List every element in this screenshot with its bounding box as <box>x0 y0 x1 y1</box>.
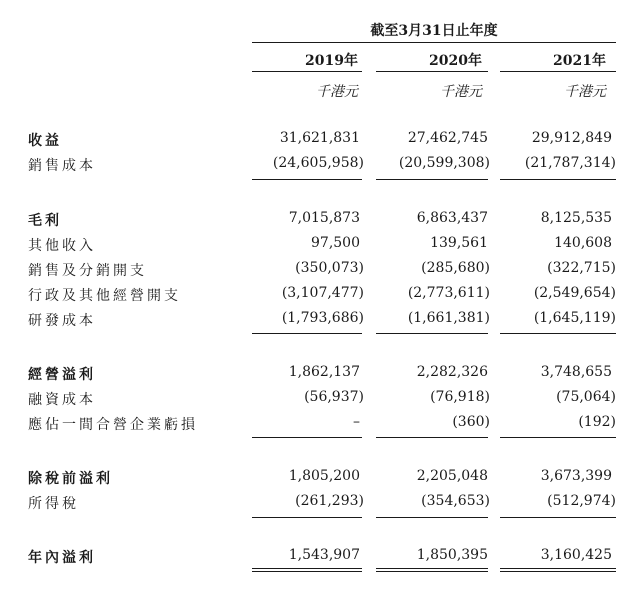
cell-other-income-2020: 139,561 <box>430 235 488 251</box>
cell-operating-profit-2019: 1,862,137 <box>288 364 360 380</box>
subtotal-line-2019-b <box>252 333 362 334</box>
period-underline <box>252 42 616 43</box>
row-label-jv-loss: 應佔一間合營企業虧損 <box>28 417 198 433</box>
cell-operating-profit-2020: 2,282,326 <box>416 364 488 380</box>
total-line-2019-bottom <box>252 571 362 572</box>
cell-income-tax-2021: (512,974) <box>547 493 616 509</box>
cell-finance-costs-2020: (76,918) <box>430 389 490 405</box>
subtotal-line-2019-a <box>252 179 362 180</box>
period-header: 截至3月31日止年度 <box>370 23 498 39</box>
cell-selling-expenses-2021: (322,715) <box>547 260 616 276</box>
row-label-operating-profit: 經營溢利 <box>28 367 96 383</box>
unit-label-2019: 千港元 <box>316 84 358 100</box>
year-underline-2020 <box>376 71 488 72</box>
total-line-2021-top <box>500 568 616 569</box>
cell-income-tax-2020: (354,653) <box>421 493 490 509</box>
row-label-gross-profit: 毛利 <box>28 213 62 229</box>
cell-revenue-2021: 29,912,849 <box>531 130 612 146</box>
cell-admin-expenses-2020: (2,773,611) <box>407 285 490 301</box>
row-label-admin-expenses: 行政及其他經營開支 <box>28 288 181 304</box>
cell-selling-expenses-2019: (350,073) <box>295 260 364 276</box>
subtotal-line-2019-c <box>252 437 362 438</box>
cell-jv-loss-2021: (192) <box>578 414 616 430</box>
row-label-cost-of-sales: 銷售成本 <box>28 158 96 174</box>
cell-rnd-costs-2020: (1,661,381) <box>407 310 490 326</box>
row-label-profit-for-year: 年內溢利 <box>28 550 96 566</box>
cell-profit-before-tax-2019: 1,805,200 <box>288 468 360 484</box>
cell-profit-for-year-2019: 1,543,907 <box>288 547 360 563</box>
row-label-selling-expenses: 銷售及分銷開支 <box>28 263 147 279</box>
subtotal-line-2021-a <box>500 179 616 180</box>
cell-revenue-2019: 31,621,831 <box>279 130 360 146</box>
cell-operating-profit-2021: 3,748,655 <box>540 364 612 380</box>
subtotal-line-2020-b <box>376 333 488 334</box>
subtotal-line-2020-a <box>376 179 488 180</box>
year-header-2020: 2020年 <box>429 53 482 69</box>
cell-other-income-2021: 140,608 <box>554 235 612 251</box>
row-label-profit-before-tax: 除稅前溢利 <box>28 471 113 487</box>
cell-profit-for-year-2020: 1,850,395 <box>416 547 488 563</box>
cell-gross-profit-2020: 6,863,437 <box>416 210 488 226</box>
cell-selling-expenses-2020: (285,680) <box>421 260 490 276</box>
cell-income-tax-2019: (261,293) <box>295 493 364 509</box>
subtotal-line-2020-c <box>376 437 488 438</box>
subtotal-line-2021-d <box>500 517 616 518</box>
cell-cost-of-sales-2019: (24,605,958) <box>272 155 364 171</box>
cell-gross-profit-2019: 7,015,873 <box>288 210 360 226</box>
subtotal-line-2019-d <box>252 517 362 518</box>
cell-rnd-costs-2021: (1,645,119) <box>533 310 616 326</box>
year-header-2021: 2021年 <box>553 53 606 69</box>
cell-revenue-2020: 27,462,745 <box>407 130 488 146</box>
cell-profit-for-year-2021: 3,160,425 <box>540 547 612 563</box>
row-label-finance-costs: 融資成本 <box>28 392 96 408</box>
total-line-2019-top <box>252 568 362 569</box>
total-line-2020-bottom <box>376 571 488 572</box>
cell-admin-expenses-2019: (3,107,477) <box>281 285 364 301</box>
row-label-rnd-costs: 研發成本 <box>28 313 96 329</box>
cell-cost-of-sales-2020: (20,599,308) <box>398 155 490 171</box>
cell-finance-costs-2019: (56,937) <box>304 389 364 405</box>
year-header-2019: 2019年 <box>305 53 358 69</box>
row-label-other-income: 其他收入 <box>28 238 96 254</box>
cell-other-income-2019: 97,500 <box>311 235 360 251</box>
row-label-income-tax: 所得稅 <box>28 496 79 512</box>
unit-label-2020: 千港元 <box>440 84 482 100</box>
cell-profit-before-tax-2020: 2,205,048 <box>416 468 488 484</box>
cell-rnd-costs-2019: (1,793,686) <box>281 310 364 326</box>
cell-jv-loss-2019: – <box>353 414 360 430</box>
year-underline-2021 <box>500 71 616 72</box>
cell-jv-loss-2020: (360) <box>452 414 490 430</box>
total-line-2020-top <box>376 568 488 569</box>
cell-profit-before-tax-2021: 3,673,399 <box>540 468 612 484</box>
year-underline-2019 <box>252 71 362 72</box>
cell-cost-of-sales-2021: (21,787,314) <box>524 155 616 171</box>
unit-label-2021: 千港元 <box>564 84 606 100</box>
cell-gross-profit-2021: 8,125,535 <box>540 210 612 226</box>
subtotal-line-2021-c <box>500 437 616 438</box>
row-label-revenue: 收益 <box>28 133 62 149</box>
total-line-2021-bottom <box>500 571 616 572</box>
cell-finance-costs-2021: (75,064) <box>556 389 616 405</box>
subtotal-line-2021-b <box>500 333 616 334</box>
subtotal-line-2020-d <box>376 517 488 518</box>
cell-admin-expenses-2021: (2,549,654) <box>533 285 616 301</box>
